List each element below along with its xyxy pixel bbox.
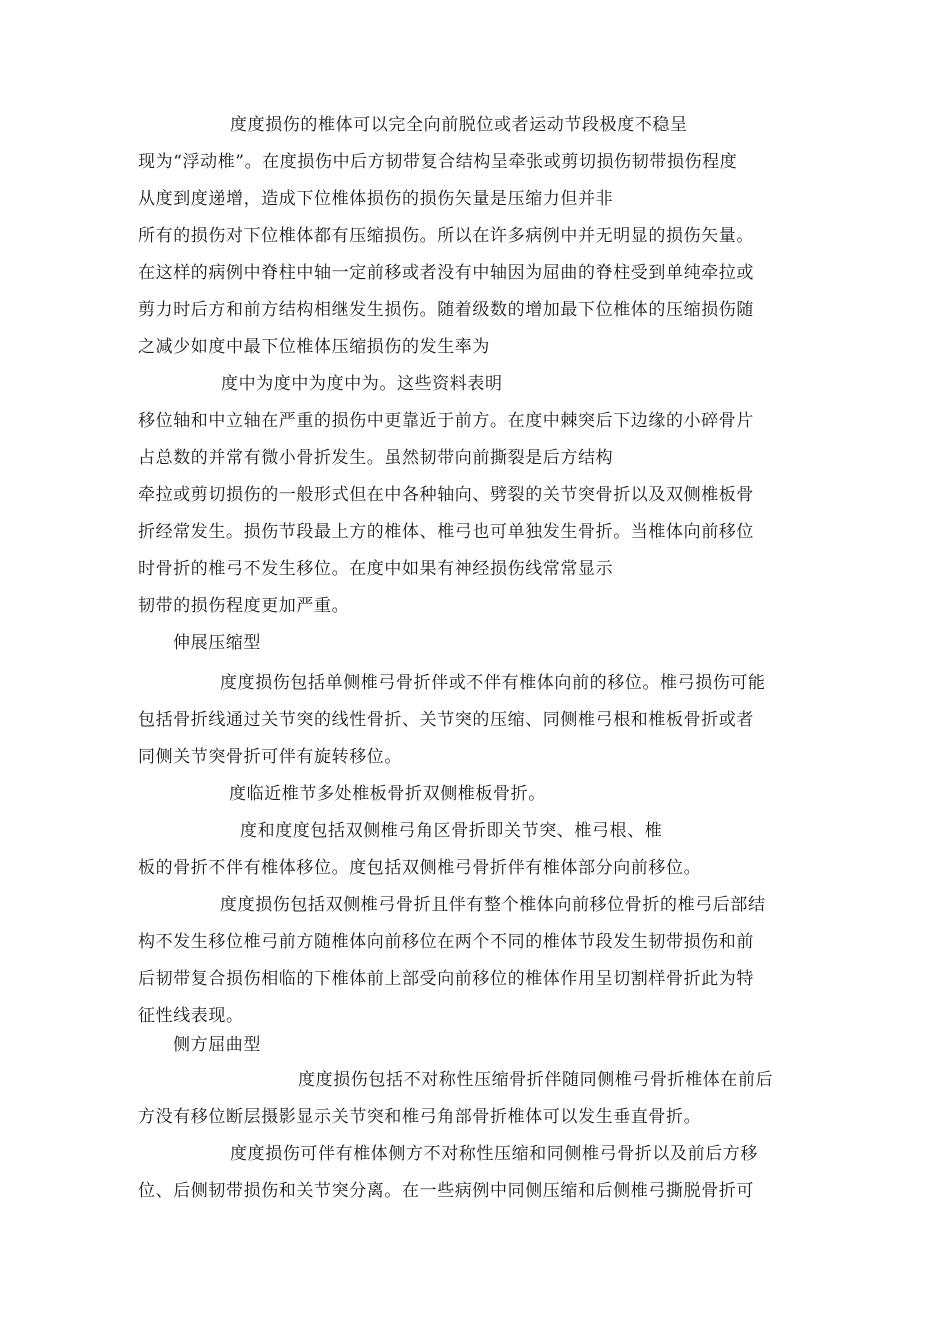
text-line-20: 度和度度包括双侧椎弓角区骨折即关节突、椎弓根、椎	[240, 821, 663, 841]
text-line-1: 度度损伤的椎体可以完全向前脱位或者运动节段极度不稳呈	[230, 115, 688, 135]
text-line-2: 现为“浮动椎”。在度损伤中后方韧带复合结构呈牵张或剪切损伤韧带损伤程度	[138, 152, 738, 172]
text-line-11: 牵拉或剪切损伤的一般形式但在中各种轴向、劈裂的关节突骨折以及双侧椎板骨	[138, 485, 754, 505]
text-line-8: 度中为度中为度中为。这些资料表明	[221, 374, 503, 394]
text-line-17: 包括骨折线通过关节突的线性骨折、关节突的压缩、同侧椎弓根和椎板骨折或者	[138, 710, 754, 730]
section-heading-extension-compression: 伸展压缩型	[173, 633, 261, 653]
text-line-29: 度度损伤可伴有椎体侧方不对称性压缩和同侧椎弓骨折以及前后方移	[230, 1144, 758, 1164]
section-heading-lateral-flexion: 侧方屈曲型	[173, 1035, 261, 1055]
text-line-27: 度度损伤包括不对称性压缩骨折伴随同侧椎弓骨折椎体在前后	[298, 1070, 774, 1090]
text-line-23: 构不发生移位椎弓前方随椎体向前移位在两个不同的椎体节段发生韧带损伤和前	[138, 932, 754, 952]
text-line-21: 板的骨折不伴有椎体移位。度包括双侧椎弓骨折伴有椎体部分向前移位。	[138, 858, 702, 878]
text-line-16: 度度损伤包括单侧椎弓骨折伴或不伴有椎体向前的移位。椎弓损伤可能	[220, 673, 766, 693]
text-line-13: 时骨折的椎弓不发生移位。在度中如果有神经损伤线常常显示	[138, 559, 614, 579]
text-line-9: 移位轴和中立轴在严重的损伤中更靠近于前方。在度中棘突后下边缘的小碎骨片	[138, 411, 754, 431]
text-line-14: 韧带的损伤程度更加严重。	[138, 596, 350, 616]
text-line-12: 折经常发生。损伤节段最上方的椎体、椎弓也可单独发生骨折。当椎体向前移位	[138, 522, 754, 542]
text-line-6: 剪力时后方和前方结构相继发生损伤。随着级数的增加最下位椎体的压缩损伤随	[138, 300, 754, 320]
text-line-22: 度度损伤包括双侧椎弓骨折且伴有整个椎体向前移位骨折的椎弓后部结	[220, 895, 766, 915]
text-line-7: 之减少如度中最下位椎体压缩损伤的发生率为	[138, 337, 490, 357]
text-line-18: 同侧关节突骨折可伴有旋转移位。	[138, 747, 402, 767]
text-line-4: 所有的损伤对下位椎体都有压缩损伤。所以在许多病例中并无明显的损伤矢量。	[138, 226, 754, 246]
text-line-5: 在这样的病例中脊柱中轴一定前移或者没有中轴因为屈曲的脊柱受到单纯牵拉或	[138, 263, 754, 283]
text-line-19: 度临近椎节多处椎板骨折双侧椎板骨折。	[229, 784, 546, 804]
text-line-28: 方没有移位断层摄影显示关节突和椎弓角部骨折椎体可以发生垂直骨折。	[138, 1107, 702, 1127]
text-line-10: 占总数的并常有微小骨折发生。虽然韧带向前撕裂是后方结构	[138, 448, 614, 468]
text-line-25: 征性线表现。	[138, 1006, 244, 1026]
text-line-3: 从度到度递增，造成下位椎体损伤的损伤矢量是压缩力但并非	[138, 189, 614, 209]
text-line-30: 位、后侧韧带损伤和关节突分离。在一些病例中同侧压缩和后侧椎弓撕脱骨折可	[138, 1181, 754, 1201]
text-line-24: 后韧带复合损伤相临的下椎体前上部受向前移位的椎体作用呈切割样骨折此为特	[138, 969, 754, 989]
